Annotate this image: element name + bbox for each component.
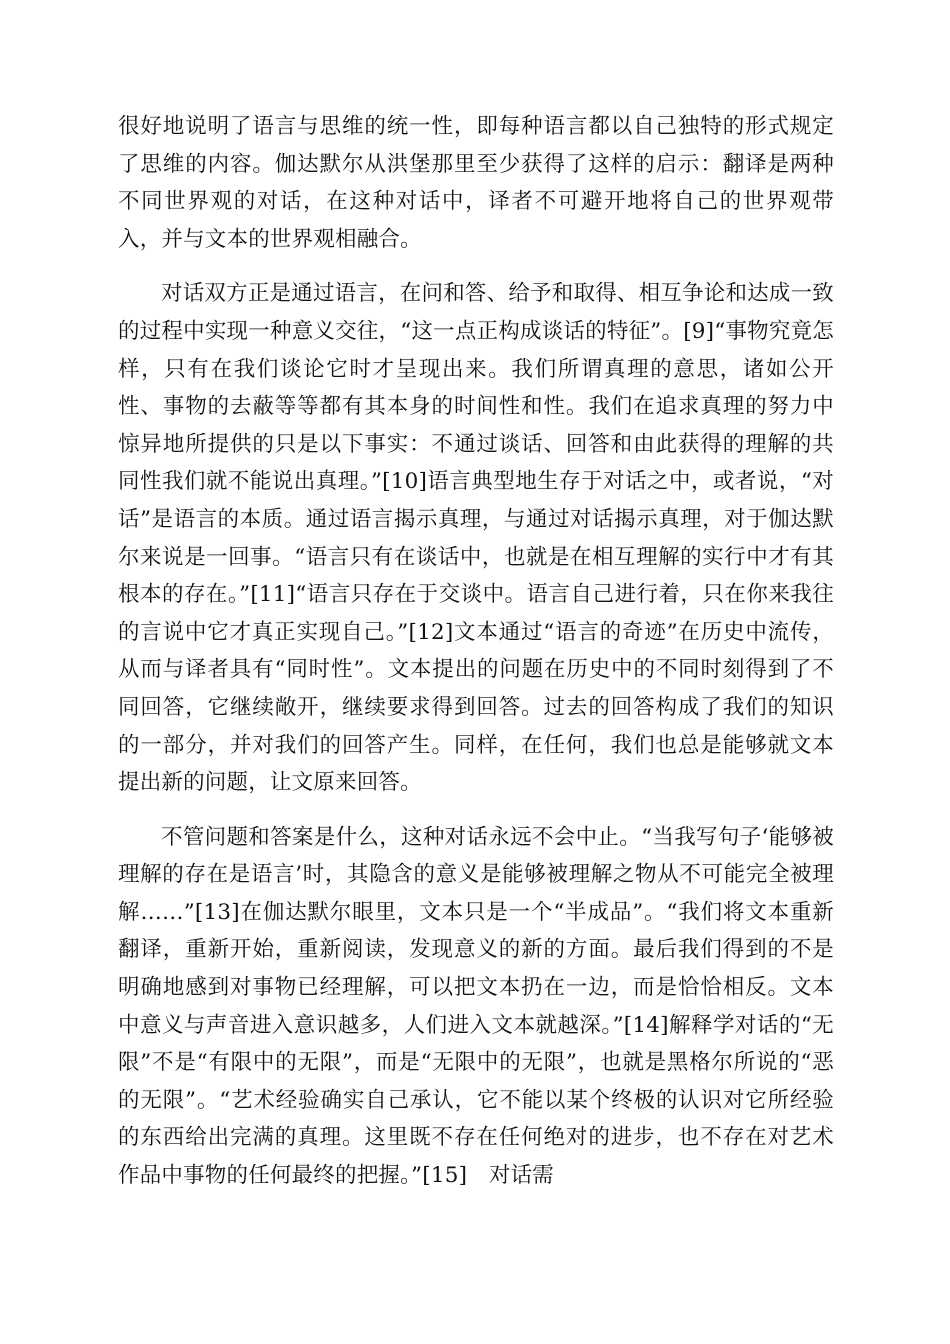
document-page xyxy=(118,108,834,1195)
paragraph-endless-dialogue: 不管问题和答案是什么，这种对话永远不会中止。“当我写句子‘能够被理解的存在是语言’时，其隐含的意义是能够被理解之物从不可能完全被理解……”[13]在伽达默尔眼里，文本只是一个“半成品”。“我们将文本重新翻译，重新开始，重新阅读，发现意义的新的方面。最后我们得到的不是明确地感到对事物已经理解，可以把文本扔在一边，而是恰恰相反。文本中意义与声音进入意识越多，人们进入文本就越深。”[14]解释学对话的“无限”不是“有限中的无限”，而是“无限中的无限”，也就是黑格尔所说的“恶的无限”。“艺术经验确实自己承认，它不能以某个终极的认识对它所经验的东西给出完满的真理。这里既不存在任何绝对的进步，也不存在对艺术作品中事物的任何最终的把握。”[15] 对话需 xyxy=(118,824,834,1189)
paragraph-dialogue-language: 对话双方正是通过语言，在问和答、给予和取得、相互争论和达成一致的过程中实现一种意义交往，“这一点正构成谈话的特征”。[9]“事物究竟怎样，只有在我们谈论它时才呈现出来。我们所谓真理的意思，诸如公开性、事物的去蔽等等都有其本身的时间性和性。我们在追求真理的努力中惊异地所提供的只是以下事实：不通过谈话、回答和由此获得的理解的共同性我们就不能说出真理。”[10]语言典型地生存于对话之中，或者说，“对话”是语言的本质。通过语言揭示真理，与通过对话揭示真理，对于伽达默尔来说是一回事。“语言只有在谈话中，也就是在相互理解的实行中才有其根本的存在。”[11]“语言只存在于交谈中。语言自己进行着，只在你来我往的言说中它才真正实现自己。”[12]文本通过“语言的奇迹”在历史中流传，从而与译者具有“同时性”。文本提出的问题在历史中的不同时刻得到了不同回答，它继续敞开，继续要求得到回答。过去的回答构成了我们的知识的一部分，并对我们的回答产生。同样，在任何，我们也总是能够就文本提出新的问题，让文原来回答。 xyxy=(118,281,834,796)
paragraph-continued: 很好地说明了语言与思维的统一性，即每种语言都以自己独特的形式规定了思维的内容。伽达默尔从洪堡那里至少获得了这样的启示：翻译是两种不同世界观的对话，在这种对话中，译者不可避开地将自己的世界观带入，并与文本的世界观相融合。 xyxy=(118,114,834,252)
